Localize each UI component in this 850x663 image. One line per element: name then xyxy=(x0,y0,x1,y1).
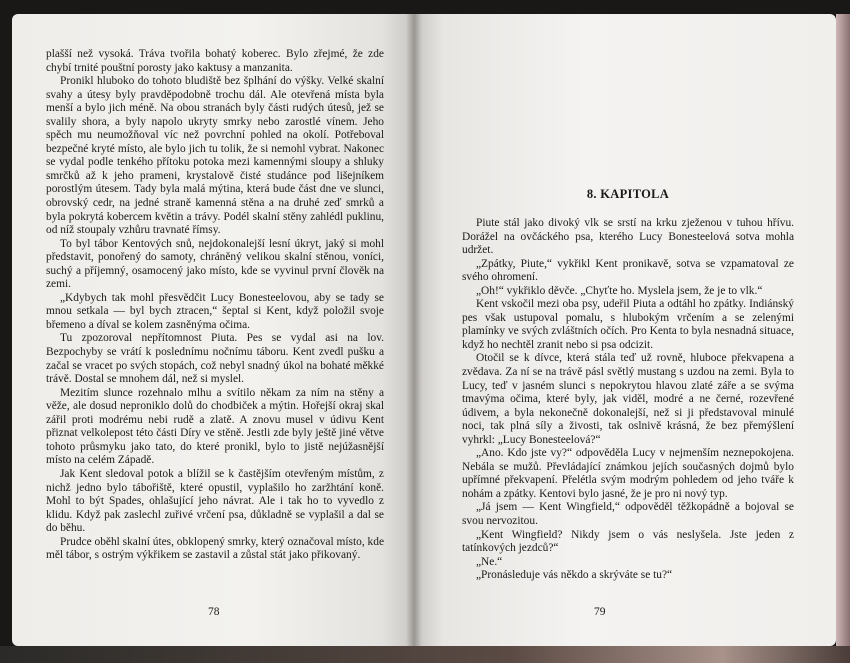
paragraph: „Kent Wingfield? Nikdy jsem o vás neslyšela. Jste jeden z tatínkových jezdců?“ xyxy=(462,528,794,555)
chapter-heading: 8. KAPITOLA xyxy=(586,187,670,201)
page-number-left: 78 xyxy=(208,606,220,618)
paragraph: Otočil se k dívce, která stála teď už rovně, hluboce překvapena a zvědava. Za ní se na trávě pásl světlý mustang s uzdou na zemi. Byla to Lucy, teď v jasném slunci s nepokrytou hlavou zlaté záře a se svýma tmavýma očima, které byly, jak viděl, modré a ne černé, rozevřené údivem, a byla nekonečně dokonalejší, než si ji představoval minulé noci, tak plná síly a živosti, tak oslnivě krásná, že bez přemýšlení vyhrkl: „Lucy Bonesteelová?“ xyxy=(462,352,794,446)
paragraph: Tu zpozoroval nepřítomnost Piuta. Pes se vydal asi na lov. Bezpochyby se vrátí k poslednímu nočnímu táboru. Kent zvedl pušku a začal se vracet po svých stopách, což nebyl snadný úkol na bohaté měkké trávě. Dostal se mnohem dál, než si myslel. xyxy=(46,332,384,386)
paragraph: Jak Kent sledoval potok a blížil se k častějším otevřeným místům, z nichž jedno bylo tábořiště, které opustil, vyplašilo ho zaržhtání koně. Mohl to být Spades, ohlašující jeho návrat. Ale i tak ho to vyvedlo z klidu. Když pak zaslechl zuřivé vrčení psa, důkladně se vyplašil a dal se do běhu. xyxy=(46,467,384,535)
left-page-text xyxy=(46,48,384,563)
paragraph: Prudce oběhl skalní útes, obklopený smrky, který označoval místo, kde měl tábor, s ostrým výkřikem se zastavil a zůstal stát jako přikovaný. xyxy=(46,535,384,562)
book-cover-edge xyxy=(836,14,850,646)
right-page-text xyxy=(462,217,794,583)
paragraph: „Já jsem — Kent Wingfield,“ odpověděl těžkopádně a bojoval se svou nervozitou. xyxy=(462,501,794,528)
paragraph: To byl tábor Kentových snů, nejdokonalejší lesní úkryt, jaký si mohl představit, ponořený do samoty, chráněný velikou skalní stěnou, voníci, suchý a příjemný, osamocený jako místo, kde se vyvinul první člověk na zemi. xyxy=(46,237,384,291)
paragraph: Piute stál jako divoký vlk se srstí na krku zježenou v tuhou hřívu. Dorážel na ovčáckého psa, kterého Lucy Bonesteelová sotva mohla udržet. xyxy=(462,217,794,257)
paragraph: „Zpátky, Piute,“ vykřikl Kent pronikavě, sotva se vzpamatoval ze svého ohromení. xyxy=(462,257,794,284)
paragraph: „Ne.“ xyxy=(476,555,503,568)
paragraph: Kent vskočil mezi oba psy, udeřil Piuta a odtáhl ho zpátky. Indiánský pes však ustupoval pomalu, s hlubokým vrčením a se zelenými plamínky ve svých zvláštních očích. Pro Kenta to byla nesnadná situace, když ho nechtěl zranit nebo si psa odcizit. xyxy=(462,298,794,351)
paragraph: „Kdybych tak mohl přesvědčit Lucy Bonesteelovou, aby se tady se mnou setkala — byl bych ztracen,“ šeptal si Kent, když položil svoje břemeno a díval se kolem zasněnýma očima. xyxy=(46,291,384,331)
paragraph: „Pronásleduje vás někdo a skrýváte se tu?“ xyxy=(476,569,673,582)
paragraph: Pronikl hluboko do tohoto bludiště bez šplhání do výšky. Velké skalní svahy a útesy byly pravděpodobně trochu dál. Ale otevřená místa byla menší a bylo jich méně. Na obou stranách byly části rudých útesů, jež se svalily shora, a byly napolo ukryty smrky nebo zarostlé vínem. Jeho spěch mu neumožňoval víc než povrchní pohled na okolí. Potřeboval bezpečné kryté místo, ale bylo jich tu tolik, že si nemohl vybrat. Nakonec se vydal podle tenkého přítoku potoka mezi kamennými sloupy a shluky smrčků až k jeho prameni, krystalově čisté studánce pod lišejníkem porostlým útesem. Tady byla malá mýtina, která bude část dne ve slunci, obrovský cedr, na jedné straně kamenná stěna a na druhé zeď smrků a byla pokrytá kobercem květin a trávy. Podél skalní stěny zahlédl puklinu, od níž stoupaly vzhůru travnaté římsy. xyxy=(46,75,384,237)
paragraph: „Oh!“ vykřiklo děvče. „Chyťte ho. Myslela jsem, že je to vlk.“ xyxy=(476,284,763,297)
book-gutter xyxy=(406,14,422,646)
paragraph: Mezitím slunce rozehnalo mlhu a svítilo někam za ním na stěny a věže, ale dosud neproniklo dolů do chodbiček a mýtin. Hořejší okraj skal zářil proti modrému nebi rudě a zlatě. A znovu musel v údivu Kent přiznat velkolepost této části Díry ve stěně. Jestli zde byly ještě jiné větve tohoto průsmyku jako tato, do které pronikl, bylo to jistě nejúžasnější místo na celém Západě. xyxy=(46,386,384,467)
left-page xyxy=(12,14,414,646)
right-page xyxy=(414,14,836,646)
paragraph: plašší než vysoká. Tráva tvořila bohatý koberec. Bylo zřejmé, že zde chybí trnité pouštní porosty jako kaktusy a manzanita. xyxy=(46,48,384,74)
table-surface xyxy=(0,646,850,663)
paragraph: „Ano. Kdo jste vy?“ odpověděla Lucy v nejmenším neznepokojena. Nebála se mužů. Převládající známkou jejích současných dojmů bylo upřímné překvapení. Přelétla svým modrým pohledem od jeho tváře k nohám a zpátky. Kentovi bylo jasné, že je pro ni nový typ. xyxy=(462,447,794,500)
page-number-right: 79 xyxy=(594,606,606,618)
